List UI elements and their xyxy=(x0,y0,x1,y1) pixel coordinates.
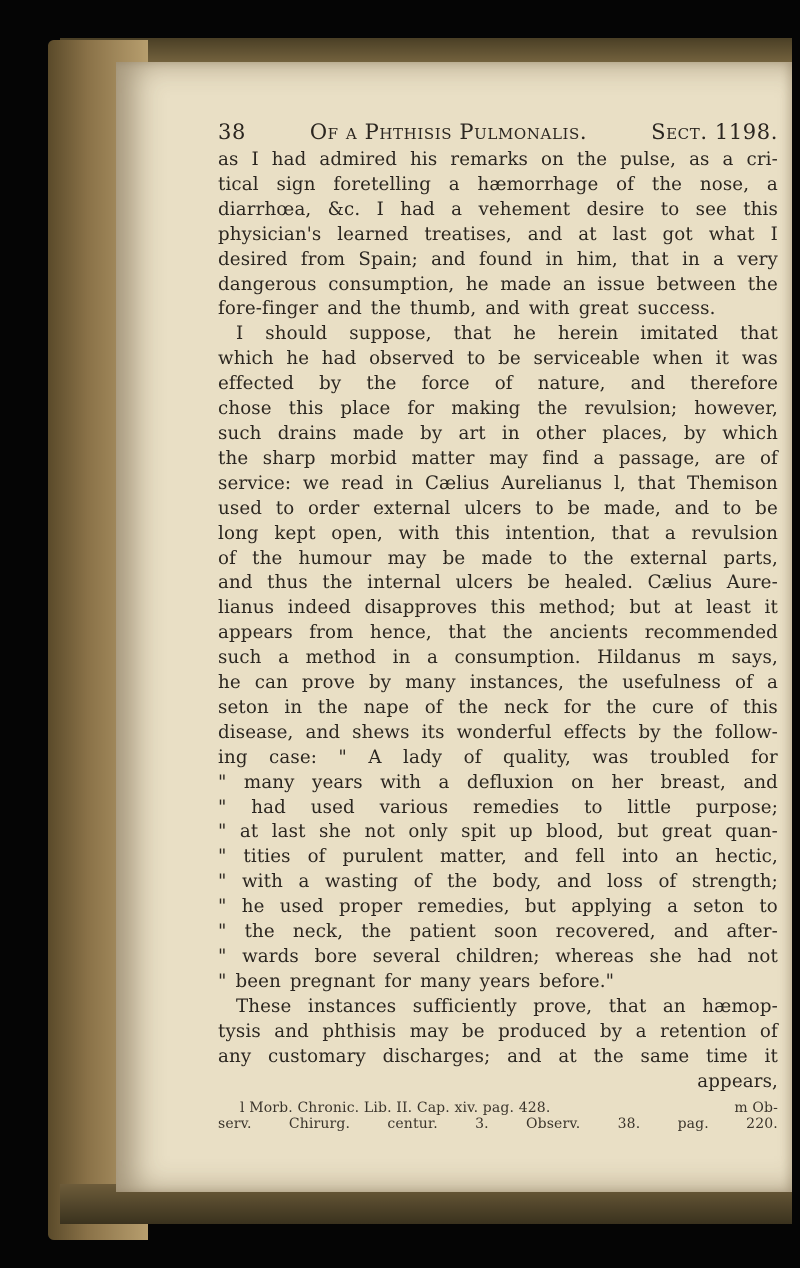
text-line: diarrhœa, &c. I had a vehement desire to see this xyxy=(218,198,778,220)
text-line: " he used proper remedies, but applying a seton to xyxy=(218,896,778,918)
text-line: such drains made by art in other places, by which xyxy=(218,422,778,444)
text-line: chose this place for making the revulsion; however, xyxy=(218,398,778,420)
page-number: 38 xyxy=(218,120,246,144)
text-line: used to order external ulcers to be made, and to be xyxy=(218,497,778,519)
text-line: " at last she not only spit up blood, but great quan- xyxy=(218,821,778,843)
text-line: " with a wasting of the body, and loss of strength; xyxy=(218,871,778,893)
text-line: These instances sufficiently prove, that an hæmop- xyxy=(236,995,778,1017)
footnote-line: serv. Chirurg. centur. 3. Observ. 38. pag. 220. xyxy=(218,1116,778,1133)
text-line: of the humour may be made to the external parts, xyxy=(218,547,778,569)
footnotes xyxy=(218,1100,778,1132)
text-line: seton in the nape of the neck for the cure of this xyxy=(218,696,778,718)
text-line: " the neck, the patient soon recovered, and after- xyxy=(218,921,778,943)
text-line: he can prove by many instances, the usefulness of a xyxy=(218,672,778,694)
running-title: Of a Phthisis Pulmonalis. xyxy=(309,120,588,144)
book-page xyxy=(116,62,792,1192)
text-line: such a method in a consumption. Hildanus m says, xyxy=(218,647,778,669)
text-line: any customary discharges; and at the same time it xyxy=(218,1045,778,1067)
text-line: " wards bore several children; whereas she had not xyxy=(218,946,778,967)
text-line: long kept open, with this intention, that a revulsion xyxy=(218,522,778,544)
text-line: service: we read in Cælius Aurelianus l, that Themison xyxy=(218,472,778,494)
footnote-line: l Morb. Chronic. Lib. II. Cap. xiv. pag. 428. m Ob- xyxy=(240,1100,778,1117)
text-line: tical sign foretelling a hæmorrhage of the nose, a xyxy=(218,173,778,195)
text-line: physician's learned treatises, and at last got what I xyxy=(218,223,778,245)
text-line: effected by the force of nature, and therefore xyxy=(218,373,778,395)
text-line: as I had admired his remarks on the pulse, as a cri- xyxy=(218,149,778,170)
body-text xyxy=(218,148,778,1094)
text-line: dangerous consumption, he made an issue between the xyxy=(218,273,778,295)
text-line: disease, and shews its wonderful effects by the follow- xyxy=(218,721,778,743)
page-text-block xyxy=(218,120,778,1132)
text-line: which he had observed to be serviceable when it was xyxy=(218,348,778,370)
running-header xyxy=(218,120,778,148)
text-line: " tities of purulent matter, and fell into an hectic, xyxy=(218,846,778,868)
text-line: I should suppose, that he herein imitated that xyxy=(236,323,778,345)
text-line: " had used various remedies to little purpose; xyxy=(218,796,778,818)
section-number: Sect. 1198. xyxy=(651,120,778,144)
text-line: and thus the internal ulcers be healed. Cælius Aure- xyxy=(218,572,778,594)
text-line: " been pregnant for many years before." xyxy=(218,970,615,992)
text-line: the sharp morbid matter may find a passage, are of xyxy=(218,447,778,469)
text-line: lianus indeed disapproves this method; but at least it xyxy=(218,597,778,619)
text-line: fore-finger and the thumb, and with great success. xyxy=(218,298,716,320)
text-line: ing case: " A lady of quality, was troubled for xyxy=(218,746,778,768)
text-line: tysis and phthisis may be produced by a retention of xyxy=(218,1020,778,1042)
text-line: appears, xyxy=(697,1070,778,1092)
text-line: appears from hence, that the ancients recommended xyxy=(218,622,778,644)
text-line: " many years with a defluxion on her breast, and xyxy=(218,771,778,793)
text-line: desired from Spain; and found in him, that in a very xyxy=(218,248,778,270)
